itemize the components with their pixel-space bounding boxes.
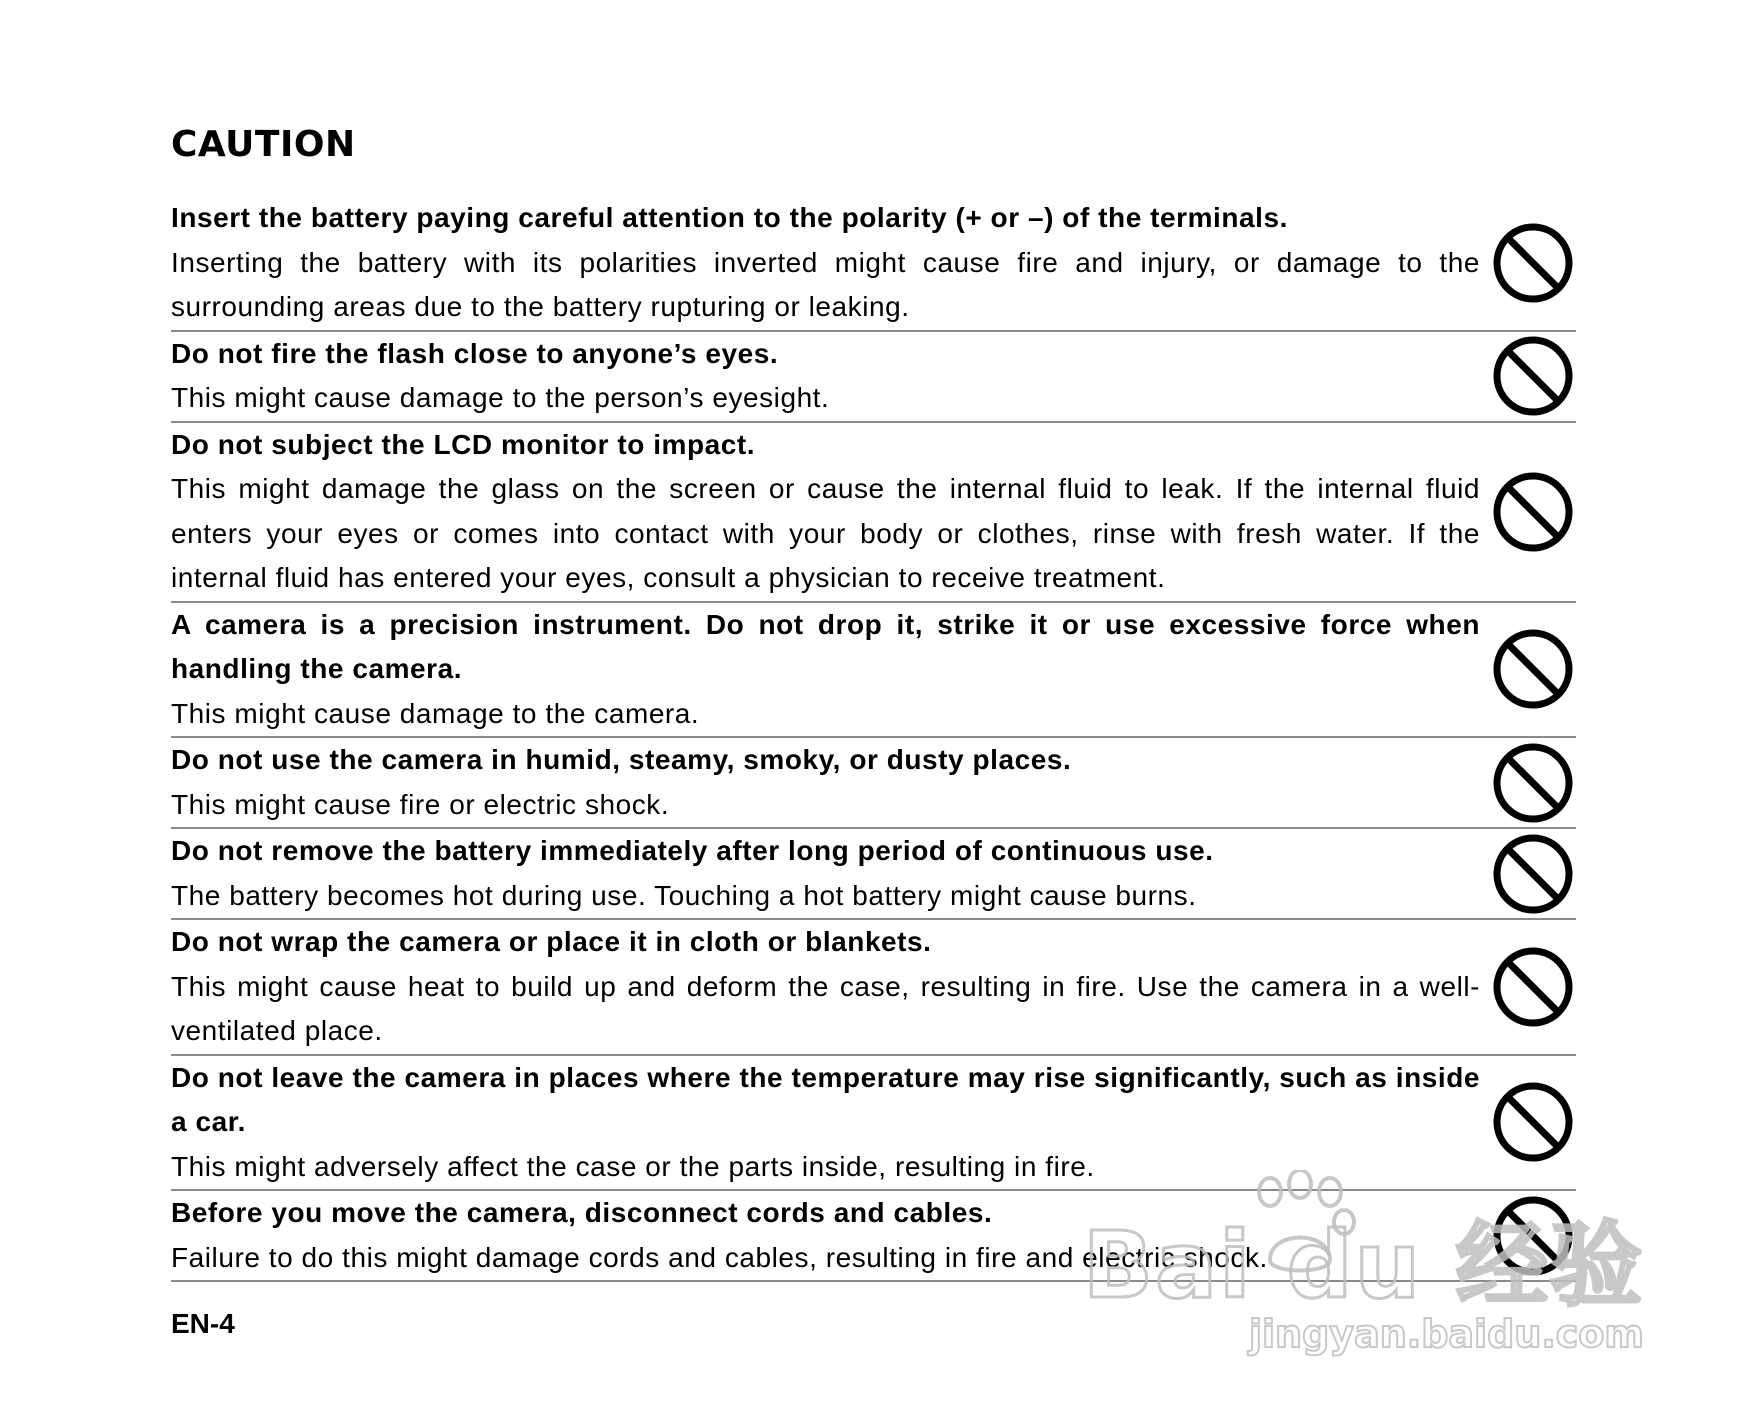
prohibition-icon: [1492, 628, 1574, 710]
caution-heading: Do not leave the camera in places where the temperature may rise significantly, such as inside a car.: [171, 1061, 1480, 1137]
caution-heading: Insert the battery paying careful attention to the polarity (+ or –) of the terminals.: [171, 202, 1288, 233]
caution-heading: Do not subject the LCD monitor to impact.: [171, 428, 756, 460]
watermark-url: jingyan.baidu.com: [1249, 1312, 1644, 1356]
caution-item: [171, 423, 1576, 603]
prohibition-icon: [1492, 222, 1574, 304]
caution-body: This might adversely affect the case or the parts inside, resulting in fire.: [171, 1150, 1095, 1182]
caution-item: [171, 1191, 1576, 1282]
caution-body: This might cause heat to build up and deform the case, resulting in fire. Use the camera in a well-ventilated place.: [171, 970, 1480, 1046]
prohibition-icon: [1492, 1195, 1574, 1277]
caution-body: The battery becomes hot during use. Touching a hot battery might cause burns.: [171, 879, 1197, 911]
prohibition-icon: [1492, 833, 1574, 915]
caution-body: This might damage the glass on the screen or cause the internal fluid to leak. If the internal fluid enters your eyes or comes into contact with your body or clothes, rinse with fresh water. If the internal fluid has entered your eyes, consult a physician to receive treatment.: [171, 473, 1480, 593]
caution-item: [171, 1056, 1576, 1192]
caution-heading: Do not fire the flash close to anyone’s eyes.: [171, 337, 779, 369]
caution-list: [171, 196, 1576, 1282]
caution-heading: Do not use the camera in humid, steamy, smoky, or dusty places.: [171, 744, 1072, 775]
caution-item: [171, 196, 1576, 332]
prohibition-icon: [1492, 471, 1574, 553]
page-title: CAUTION: [171, 124, 356, 165]
caution-heading: Do not remove the battery immediately after long period of continuous use.: [171, 835, 1214, 866]
page-number: EN-4: [171, 1308, 235, 1339]
caution-body: Failure to do this might damage cords and cables, resulting in fire and electric shock.: [171, 1241, 1268, 1273]
caution-body: Inserting the battery with its polarities inverted might cause fire and injury, or damage to the surrounding areas due to the battery rupturing or leaking.: [171, 246, 1480, 322]
caution-body: This might cause fire or electric shock.: [171, 788, 670, 820]
prohibition-icon: [1492, 335, 1574, 417]
caution-body: This might cause damage to the camera.: [171, 697, 700, 729]
caution-heading: Before you move the camera, disconnect cords and cables.: [171, 1197, 993, 1228]
caution-body: This might cause damage to the person’s eyesight.: [171, 382, 830, 413]
caution-item: [171, 920, 1576, 1056]
watermark-logo: Bai du 经验: [1082, 1212, 1644, 1319]
prohibition-icon: [1492, 1081, 1574, 1163]
caution-item: [171, 829, 1576, 920]
caution-item: [171, 332, 1576, 423]
caution-heading: Do not wrap the camera or place it in cloth or blankets.: [171, 926, 932, 957]
caution-item: [171, 603, 1576, 739]
caution-heading: A camera is a precision instrument. Do not drop it, strike it or use excessive force when handling the camera.: [171, 608, 1480, 684]
prohibition-icon: [1492, 946, 1574, 1028]
caution-item: [171, 738, 1576, 829]
prohibition-icon: [1492, 742, 1574, 824]
